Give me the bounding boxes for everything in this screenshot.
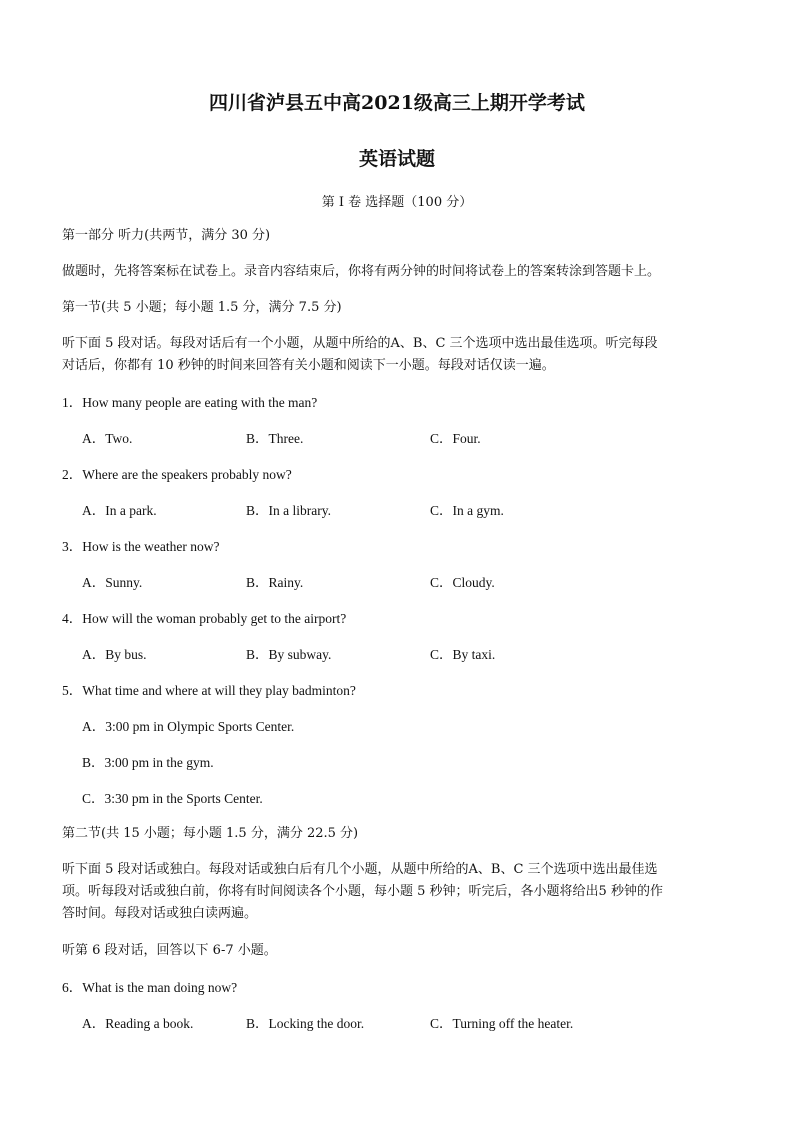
section2-directions-line1: 听下面 5 段对话或独白。每段对话或独白后有几个小题，从题中所给的A、B、C 三个选项中选出最佳选 bbox=[62, 862, 658, 877]
question-stem: 3．How is the weather now? bbox=[62, 539, 220, 554]
option-row bbox=[82, 1013, 742, 1035]
option-c: C．By taxi. bbox=[430, 647, 496, 662]
option-b: B．Locking the door. bbox=[246, 1016, 365, 1031]
option-a: A．Two. bbox=[82, 431, 133, 446]
option-b: B．3:00 pm in the gym. bbox=[82, 755, 214, 770]
option-a: A．Sunny. bbox=[82, 575, 143, 590]
question-stem: 4．How will the woman probably get to the airport? bbox=[62, 611, 347, 626]
dialogue-intro: 听第 6 段对话，回答以下 6-7 小题。 bbox=[62, 943, 277, 958]
option-a: A．3:00 pm in Olympic Sports Center. bbox=[82, 719, 295, 734]
question-stem: 2．Where are the speakers probably now? bbox=[62, 467, 292, 482]
option-b: B．Rainy. bbox=[246, 575, 304, 590]
section1-subheading: 第一节(共 5 小题；每小题 1.5 分，满分 7.5 分) bbox=[62, 300, 342, 315]
option-c: C．In a gym. bbox=[430, 503, 504, 518]
option-a: A．Reading a book. bbox=[82, 1016, 194, 1031]
option-row bbox=[82, 428, 742, 450]
option-a: A．By bus. bbox=[82, 647, 147, 662]
option-a: A．In a park. bbox=[82, 503, 157, 518]
section2-directions-line3: 答时间。每段对话或独白读两遍。 bbox=[62, 906, 258, 921]
section2-directions-line2: 项。听每段对话或独白前，你将有时间阅读各个小题，每小题 5 秒钟；听完后，各小题将给出5 秒钟的作 bbox=[62, 884, 663, 899]
question-stem: 5．What time and where at will they play badminton? bbox=[62, 683, 356, 698]
section1-instruction: 做题时，先将答案标在试卷上。录音内容结束后，你将有两分钟的时间将试卷上的答案转涂到答题卡上。 bbox=[62, 264, 661, 279]
option-b: B．Three. bbox=[246, 431, 304, 446]
question-stem: 1．How many people are eating with the man? bbox=[62, 395, 318, 410]
option-row bbox=[82, 500, 742, 522]
option-row bbox=[82, 644, 742, 666]
option-b: B．By subway. bbox=[246, 647, 332, 662]
option-row bbox=[82, 572, 742, 594]
option-b: B．In a library. bbox=[246, 503, 331, 518]
option-c: C．Cloudy. bbox=[430, 575, 495, 590]
section1-directions-line2: 对话后，你都有 10 秒钟的时间来回答有关小题和阅读下一小题。每段对话仅读一遍。 bbox=[62, 358, 555, 373]
option-c: C．Turning off the heater. bbox=[430, 1016, 574, 1031]
section1-directions-line1: 听下面 5 段对话。每段对话后有一个小题，从题中所给的A、B、C 三个选项中选出最佳选项。听完每段 bbox=[62, 336, 658, 351]
exam-title: 四川省泸县五中高2021级高三上期开学考试 bbox=[209, 92, 585, 114]
section2-subheading: 第二节(共 15 小题；每小题 1.5 分，满分 22.5 分) bbox=[62, 826, 359, 841]
option-c: C．3:30 pm in the Sports Center. bbox=[82, 791, 263, 806]
question-stem: 6．What is the man doing now? bbox=[62, 980, 238, 995]
option-c: C．Four. bbox=[430, 431, 481, 446]
part-heading: 第 I 卷 选择题（100 分） bbox=[321, 195, 473, 210]
exam-subtitle: 英语试题 bbox=[358, 148, 435, 170]
section1-heading: 第一部分 听力(共两节，满分 30 分) bbox=[62, 228, 271, 243]
